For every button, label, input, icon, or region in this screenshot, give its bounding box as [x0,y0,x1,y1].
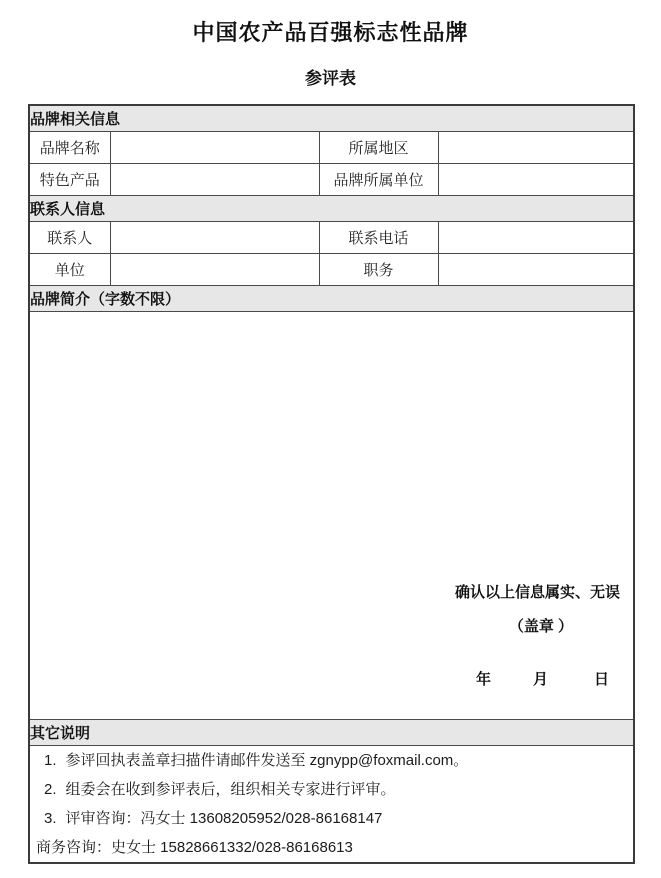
brand-intro-textarea[interactable] [29,312,634,720]
note-text: 参评回执表盖章扫描件请邮件发送至 zgnypp@foxmail.com。 [65,752,469,769]
table-row [29,164,634,196]
seal-line: （盖章 ） [508,618,574,635]
label-brand-owner-unit: 品牌所属单位 [319,164,438,196]
note-number: 1. [44,752,57,769]
section-header-contact-info: 联系人信息 [29,196,634,222]
label-region: 所属地区 [319,132,438,164]
date-year-label: 年 [475,671,491,688]
section-header-other-notes: 其它说明 [29,720,634,746]
table-row [29,746,634,864]
label-unit: 单位 [29,254,110,286]
table-row [29,222,634,254]
field-specialty-product[interactable] [110,164,319,196]
field-contact-phone[interactable] [438,222,634,254]
field-contact-person[interactable] [110,222,319,254]
date-month-label: 月 [532,671,548,688]
note-number: 3. [44,810,57,827]
date-day-label: 日 [594,671,610,688]
table-row [29,312,634,720]
label-brand-name: 品牌名称 [29,132,110,164]
label-contact-phone: 联系电话 [319,222,438,254]
field-brand-owner-unit[interactable] [438,164,634,196]
notes-cell [29,746,634,864]
section-header-brand-intro: 品牌简介（字数不限） [29,286,634,312]
note-text: 组委会在收到参评表后，组织相关专家进行评审。 [65,781,396,798]
label-job-title: 职务 [319,254,438,286]
label-specialty-product: 特色产品 [29,164,110,196]
note-item-2 [30,775,633,804]
note-item-3 [30,804,633,833]
section-row-brand-info [29,105,634,132]
section-header-brand-info: 品牌相关信息 [29,105,634,132]
confirmation-block [30,581,633,719]
field-region[interactable] [438,132,634,164]
field-job-title[interactable] [438,254,634,286]
page-title: 中国农产品百强标志性品牌 [192,20,469,45]
label-contact-person: 联系人 [29,222,110,254]
table-row [29,132,634,164]
date-line [30,668,633,689]
table-row [29,254,634,286]
note-item-1 [30,746,633,775]
section-row-brand-intro [29,286,634,312]
section-row-other-notes [29,720,634,746]
page-subtitle: 参评表 [305,69,356,88]
section-row-contact-info [29,196,634,222]
application-form-table [28,104,635,864]
field-brand-name[interactable] [110,132,319,164]
note-text: 评审咨询：冯女士 13608205952/028-86168147 [65,810,383,827]
note-footer-business-contact: 商务咨询：史女士 15828661332/028-86168613 [36,839,353,856]
confirm-statement: 确认以上信息属实、无误 [455,584,621,601]
field-unit[interactable] [110,254,319,286]
note-number: 2. [44,781,57,798]
